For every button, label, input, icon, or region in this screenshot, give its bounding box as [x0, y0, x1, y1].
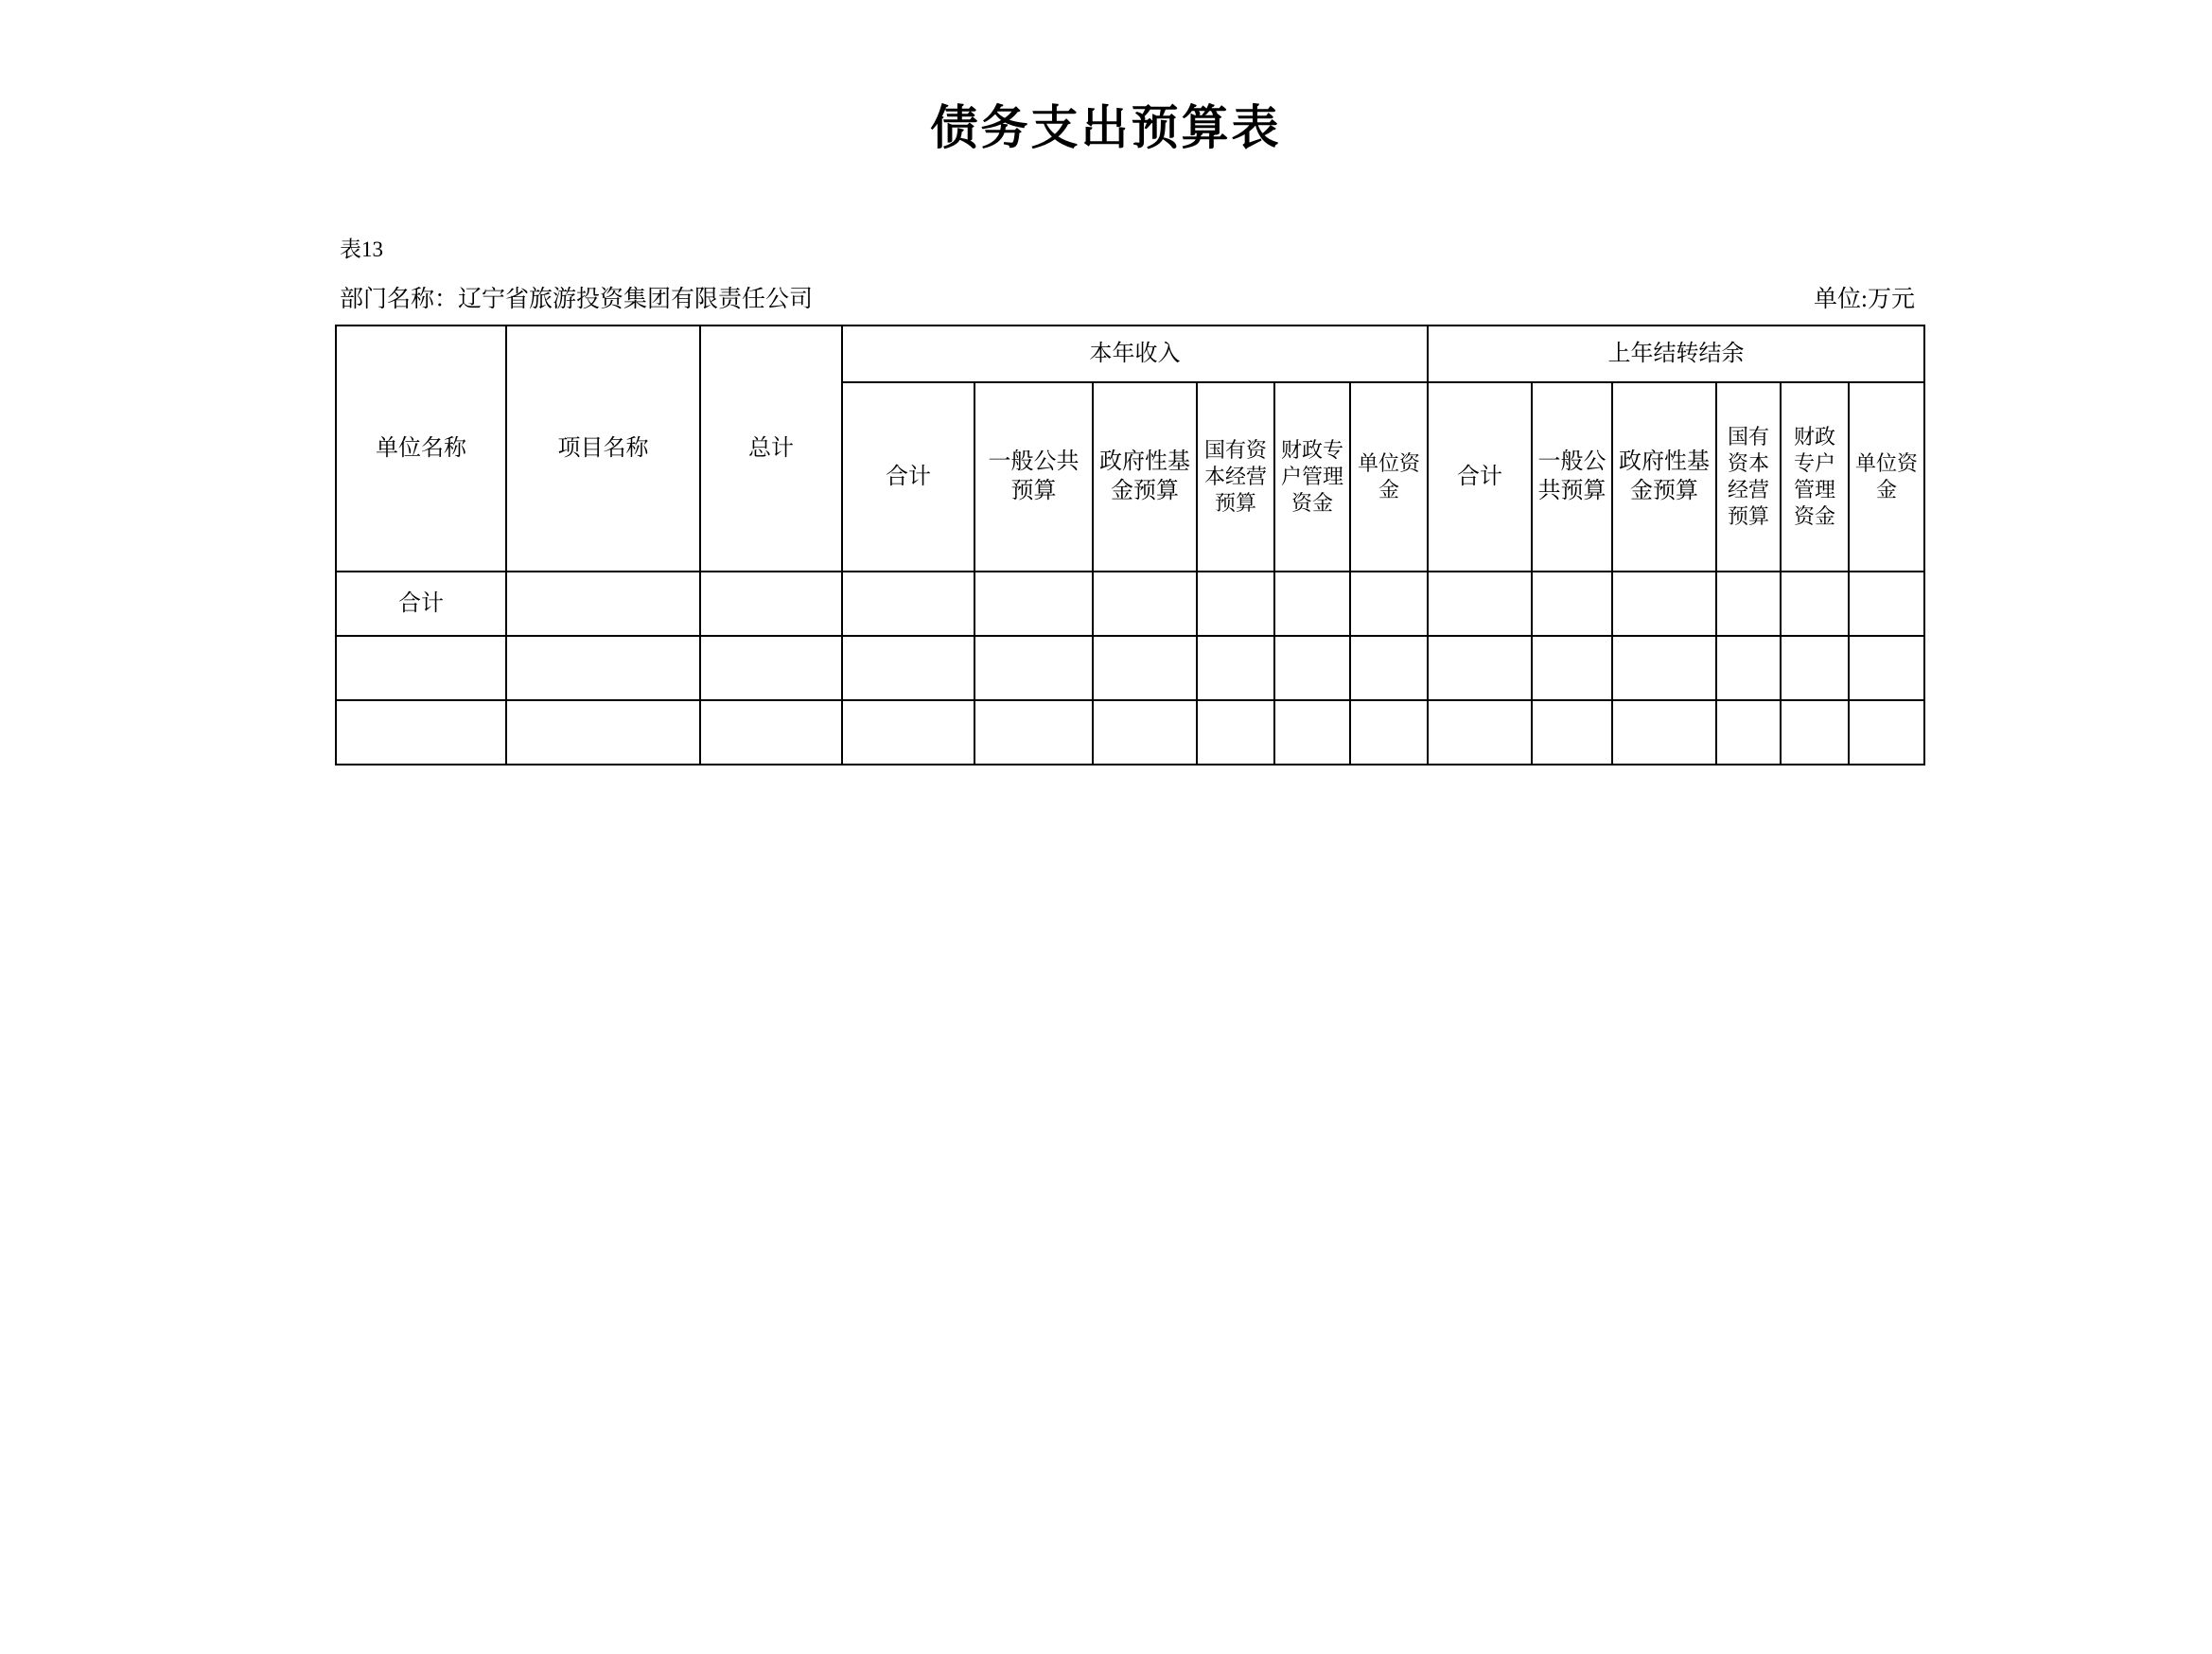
cell-income-gov-fund [1093, 636, 1197, 700]
cell-unit-name [336, 636, 506, 700]
cell-carryover-fiscal-account [1781, 700, 1849, 765]
cell-income-fiscal-account [1274, 700, 1350, 765]
cell-carryover-gov-fund [1612, 636, 1716, 700]
cell-carryover-general [1532, 700, 1612, 765]
table-row [336, 700, 1924, 765]
header-income-government-fund-budget: 政府性基金预算 [1093, 382, 1197, 572]
cell-income-general [974, 636, 1093, 700]
cell-carryover-unit-funds [1849, 636, 1924, 700]
header-carryover-unit-funds: 单位资金 [1849, 382, 1924, 572]
budget-table-wrap [165, 325, 2047, 765]
cell-income-fiscal-account [1274, 572, 1350, 636]
header-group-prior-year-carryover: 上年结转结余 [1428, 326, 1924, 382]
cell-income-unit-funds [1350, 700, 1428, 765]
cell-project-name [506, 700, 700, 765]
header-carryover-government-fund-budget: 政府性基金预算 [1612, 382, 1716, 572]
cell-income-fiscal-account [1274, 636, 1350, 700]
cell-carryover-total [1428, 636, 1532, 700]
meta-row [340, 266, 2047, 319]
table-row [336, 636, 1924, 700]
header-carryover-state-capital-budget: 国有资本经营预算 [1716, 382, 1781, 572]
cell-income-state-capital [1197, 700, 1274, 765]
header-income-total: 合计 [842, 382, 974, 572]
header-row-groups [336, 326, 1924, 382]
header-carryover-total: 合计 [1428, 382, 1532, 572]
department-name: 辽宁省旅游投资集团有限责任公司 [458, 287, 814, 312]
cell-unit-name: 合计 [336, 572, 506, 636]
budget-table [335, 325, 1925, 765]
header-carryover-fiscal-account-funds: 财政专户管理资金 [1781, 382, 1849, 572]
cell-carryover-unit-funds [1849, 572, 1924, 636]
cell-income-total [842, 700, 974, 765]
header-total: 总计 [700, 326, 842, 572]
cell-carryover-state-capital [1716, 572, 1781, 636]
cell-carryover-state-capital [1716, 636, 1781, 700]
header-income-general-public-budget: 一般公共预算 [974, 382, 1093, 572]
cell-income-total [842, 636, 974, 700]
cell-carryover-gov-fund [1612, 700, 1716, 765]
cell-carryover-general [1532, 636, 1612, 700]
department-line [340, 281, 813, 319]
cell-carryover-unit-funds [1849, 700, 1924, 765]
document-page [0, 90, 2212, 1654]
header-carryover-general-public-budget: 一般公共预算 [1532, 382, 1612, 572]
header-project-name: 项目名称 [506, 326, 700, 572]
cell-income-gov-fund [1093, 700, 1197, 765]
cell-project-name [506, 636, 700, 700]
cell-income-general [974, 700, 1093, 765]
cell-total [700, 572, 842, 636]
cell-income-unit-funds [1350, 572, 1428, 636]
cell-carryover-total [1428, 572, 1532, 636]
unit-note: 单位:万元 [1814, 287, 1915, 312]
cell-income-gov-fund [1093, 572, 1197, 636]
cell-income-state-capital [1197, 572, 1274, 636]
header-unit-name: 单位名称 [336, 326, 506, 572]
page-title: 债务支出预算表 [930, 101, 1282, 154]
table-row [336, 572, 1924, 636]
cell-carryover-fiscal-account [1781, 636, 1849, 700]
header-income-fiscal-account-funds: 财政专户管理资金 [1274, 382, 1350, 572]
header-group-current-year-income: 本年收入 [842, 326, 1428, 382]
cell-unit-name [336, 700, 506, 765]
cell-income-unit-funds [1350, 636, 1428, 700]
cell-income-total [842, 572, 974, 636]
cell-carryover-general [1532, 572, 1612, 636]
department-label: 部门名称： [340, 287, 459, 312]
cell-total [700, 636, 842, 700]
header-income-unit-funds: 单位资金 [1350, 382, 1428, 572]
cell-total [700, 700, 842, 765]
document-meta [165, 234, 2047, 319]
cell-carryover-fiscal-account [1781, 572, 1849, 636]
cell-carryover-total [1428, 700, 1532, 765]
cell-carryover-gov-fund [1612, 572, 1716, 636]
cell-income-general [974, 572, 1093, 636]
cell-carryover-state-capital [1716, 700, 1781, 765]
cell-project-name [506, 572, 700, 636]
header-income-state-capital-budget: 国有资本经营预算 [1197, 382, 1274, 572]
cell-income-state-capital [1197, 636, 1274, 700]
table-number: 表13 [340, 238, 383, 261]
